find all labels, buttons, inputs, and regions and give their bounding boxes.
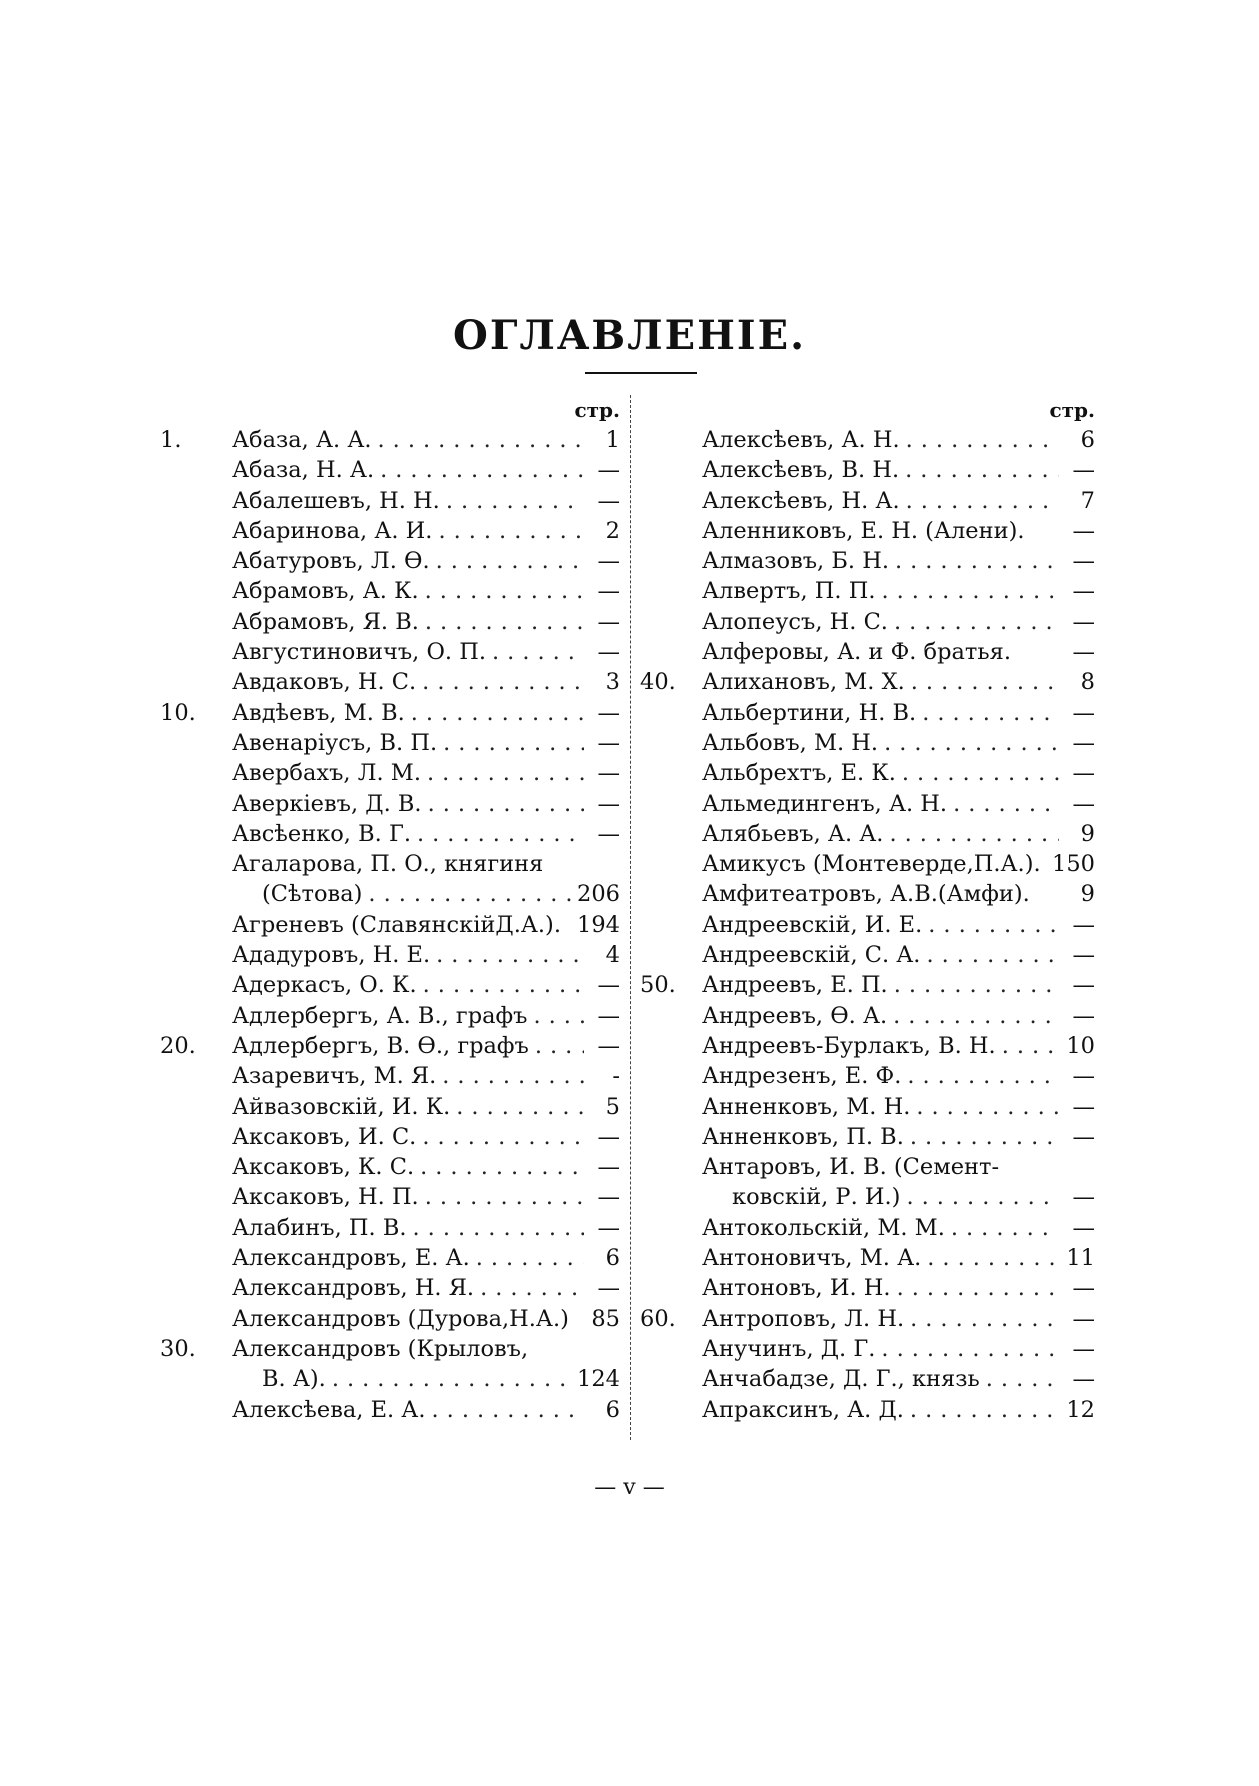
entry-name: Алексѣевъ, Н. А. [702, 487, 900, 514]
entry-name: Андреевъ, Ѳ. А. [702, 1002, 888, 1029]
toc-entry [640, 576, 1095, 606]
entry-leader-dots [881, 1334, 1059, 1364]
entry-leader-dots [425, 576, 584, 606]
entry-leader-dots [916, 1092, 1059, 1122]
entry-name: Анненковъ, П. В. [702, 1123, 904, 1150]
toc-entry [160, 1334, 620, 1364]
entry-name: Авенаріусъ, В. П. [232, 729, 438, 756]
toc-entry [160, 970, 620, 1000]
entry-leader-dots [425, 1182, 584, 1212]
entry-leader-dots [907, 1061, 1059, 1091]
entry-leader-dots [413, 1213, 584, 1243]
entry-page: — [597, 1154, 620, 1181]
toc-entry [640, 698, 1095, 728]
entry-name: Абаза, Н. А. [232, 457, 375, 484]
entry-page: 6 [605, 1245, 620, 1272]
entry-name: Алмазовъ, Б. Н. [702, 548, 889, 575]
toc-entry [160, 607, 620, 637]
entry-page: — [597, 1275, 620, 1302]
toc-right-rows [640, 425, 1095, 1425]
toc-entry [640, 1122, 1095, 1152]
entry-leader-dots [368, 879, 571, 909]
entry-leader-dots [910, 1395, 1059, 1425]
entry-name: Алексѣевъ, В. Н. [702, 457, 900, 484]
toc-entry [640, 1395, 1095, 1425]
entry-name: Андреевъ, Е. П. [702, 972, 888, 999]
toc-left-rows [160, 425, 620, 1425]
entry-page: — [1072, 1063, 1095, 1090]
entry-leader-dots [889, 819, 1059, 849]
toc-entry [640, 1364, 1095, 1394]
entry-page: — [1072, 1093, 1095, 1120]
page-title: ОГЛАВЛЕНІЕ. [453, 312, 806, 359]
entry-leader-dots [427, 758, 584, 788]
entry-name: Авсѣенко, В. Г. [232, 820, 411, 847]
entry-name: Альбовъ, М. Н. [702, 729, 879, 756]
entry-leader-dots [442, 1061, 584, 1091]
entry-number: 1. [160, 427, 182, 453]
entry-page: 12 [1066, 1396, 1095, 1423]
toc-entry [640, 1001, 1095, 1031]
entry-page: 150 [1052, 851, 1095, 878]
entry-name: Алабинъ, П. В. [232, 1214, 407, 1241]
entry-leader-dots [893, 1001, 1059, 1031]
toc-entry [640, 546, 1095, 576]
toc-entry [160, 910, 620, 940]
entry-name: Андреевскій, И. Е. [702, 911, 923, 938]
entry-leader-dots [533, 1001, 584, 1031]
entry-page: 6 [1080, 427, 1095, 453]
entry-page: — [1072, 760, 1095, 787]
toc-entry [160, 728, 620, 758]
entry-name: Алябьевъ, А. А. [702, 820, 884, 847]
entry-leader-dots [378, 425, 584, 455]
entry-leader-dots [423, 970, 584, 1000]
entry-page: — [597, 639, 620, 666]
toc-entry [640, 879, 1095, 909]
toc-entry [160, 1395, 620, 1425]
toc-entry [160, 849, 620, 879]
entry-name: Агреневъ (СлавянскійД.А.). [232, 911, 561, 938]
entry-number: 50. [640, 972, 676, 999]
entry-page: — [1072, 1366, 1095, 1393]
entry-leader-dots [897, 1273, 1059, 1303]
entry-page: — [597, 790, 620, 817]
entry-page: — [597, 1032, 620, 1059]
entry-leader-dots [380, 455, 584, 485]
entry-name: Авдѣевъ, М. В. [232, 699, 405, 726]
entry-number: 60. [640, 1305, 676, 1332]
toc-entry [160, 1213, 620, 1243]
entry-name: Абалешевъ, Н. Н. [232, 487, 440, 514]
entry-name: Андреевъ-Бурлакъ, В. Н. [702, 1032, 996, 1059]
entry-name: Азаревичъ, М. Я. [232, 1063, 437, 1090]
entry-name: Айвазовскій, И. К. [232, 1093, 451, 1120]
entry-page: 11 [1066, 1245, 1095, 1272]
entry-name: Аксаковъ, К. С. [232, 1154, 415, 1181]
entry-leader-dots [910, 1304, 1059, 1334]
page-column-label: стр. [574, 398, 620, 422]
entry-leader-dots [476, 1243, 584, 1273]
entry-page: — [1072, 1214, 1095, 1241]
entry-page: — [597, 1002, 620, 1029]
entry-page: — [597, 608, 620, 635]
entry-name: Александровъ, Н. Я. [232, 1275, 475, 1302]
entry-page: — [1072, 517, 1095, 544]
toc-entry [160, 1364, 620, 1394]
entry-name: Апраксинъ, А. Д. [702, 1396, 904, 1423]
entry-leader-dots [905, 455, 1059, 485]
toc-entry [640, 607, 1095, 637]
entry-name: Алферовы, А. и Ф. братья. [702, 639, 1011, 666]
entry-name: Антаровъ, И. В. (Семент- [702, 1154, 1000, 1181]
entry-leader-dots [480, 1273, 584, 1303]
toc-entry [160, 1243, 620, 1273]
entry-name: Александровъ (Крыловъ, [232, 1335, 529, 1362]
toc-column-left [160, 395, 620, 1425]
toc-entry [640, 849, 1095, 879]
entry-page: — [1072, 1275, 1095, 1302]
entry-name: Антокольскій, М. М. [702, 1214, 945, 1241]
entry-page: — [1072, 942, 1095, 969]
toc-entry [160, 1061, 620, 1091]
page-column-label: стр. [1049, 398, 1095, 422]
entry-leader-dots [910, 1122, 1059, 1152]
entry-name: Адлербергъ, А. В., графъ [232, 1002, 528, 1029]
toc-entry [160, 1001, 620, 1031]
toc-entry [640, 1334, 1095, 1364]
entry-name: Андрезенъ, Е. Ф. [702, 1063, 902, 1090]
entry-leader-dots [446, 486, 584, 516]
entry-leader-dots [911, 667, 1059, 697]
toc-entry [640, 425, 1095, 455]
entry-leader-dots [922, 698, 1059, 728]
entry-leader-dots [428, 789, 584, 819]
entry-page: 194 [577, 911, 620, 938]
entry-page: 9 [1080, 820, 1095, 847]
title-rule [585, 372, 697, 374]
toc-entry [160, 576, 620, 606]
toc-entry [640, 1092, 1095, 1122]
entry-page: — [1072, 578, 1095, 605]
entry-leader-dots [438, 516, 584, 546]
entry-page: 7 [1080, 487, 1095, 514]
toc-entry [640, 637, 1095, 667]
entry-leader-dots [456, 1092, 584, 1122]
entry-page: — [597, 820, 620, 847]
entry-leader-dots [436, 546, 584, 576]
toc-entry [160, 940, 620, 970]
entry-leader-dots [906, 1182, 1059, 1212]
page-folio: — v — [594, 1475, 665, 1500]
entry-leader-dots [894, 970, 1059, 1000]
toc-entry [640, 1182, 1095, 1212]
entry-page: — [1072, 548, 1095, 575]
entry-number: 30. [160, 1335, 196, 1362]
entry-page: — [1072, 1123, 1095, 1150]
entry-leader-dots [895, 546, 1059, 576]
toc-entry [640, 667, 1095, 697]
entry-page: 4 [605, 942, 620, 969]
entry-page: — [597, 729, 620, 756]
entry-leader-dots [986, 1364, 1059, 1394]
toc-entry [640, 728, 1095, 758]
entry-leader-dots [951, 1213, 1059, 1243]
entry-name: Амфитеатровъ, А.В.(Амфи). [702, 881, 1030, 908]
entry-page: — [1072, 699, 1095, 726]
toc-entry [160, 486, 620, 516]
entry-leader-dots [420, 1152, 584, 1182]
entry-name: Альмедингенъ, А. Н. [702, 790, 948, 817]
entry-leader-dots [927, 1243, 1059, 1273]
entry-name: Александровъ (Дурова,Н.А.) [232, 1305, 569, 1332]
toc-entry [160, 1122, 620, 1152]
entry-name: Алихановъ, М. Х. [702, 669, 905, 696]
toc-entry [160, 879, 620, 909]
entry-name: ковскій, Р. И.) [732, 1184, 901, 1211]
entry-number: 10. [160, 699, 196, 726]
entry-page: — [1072, 457, 1095, 484]
entry-page: - [612, 1063, 620, 1090]
entry-name: Аксаковъ, И. С. [232, 1123, 417, 1150]
entry-leader-dots [432, 1395, 584, 1425]
toc-entry [640, 1152, 1095, 1182]
entry-name: Абаза, А. А. [232, 427, 372, 453]
entry-name: Алексѣева, Е. А. [232, 1396, 426, 1423]
toc-entry [160, 1092, 620, 1122]
entry-page: — [597, 972, 620, 999]
entry-name: Александровъ, Е. А. [232, 1245, 470, 1272]
entry-leader-dots [411, 698, 584, 728]
entry-name: Анчабадзе, Д. Г., князь [702, 1366, 980, 1393]
toc-column-right [640, 395, 1095, 1425]
entry-name: Адеркасъ, О. К. [232, 972, 417, 999]
entry-page: — [1072, 911, 1095, 938]
entry-name: Абатуровъ, Л. Ѳ. [232, 548, 430, 575]
entry-leader-dots [906, 425, 1059, 455]
entry-name: Авербахъ, Л. М. [232, 760, 421, 787]
entry-page: — [1072, 790, 1095, 817]
entry-name: Агаларова, П. О., княгиня [232, 851, 544, 878]
entry-page: — [1072, 729, 1095, 756]
entry-name: Абрамовъ, А. К. [232, 578, 419, 605]
entry-page: — [1072, 1335, 1095, 1362]
entry-page: 8 [1080, 669, 1095, 696]
entry-leader-dots [884, 728, 1059, 758]
entry-page: 6 [605, 1396, 620, 1423]
toc-entry [160, 819, 620, 849]
entry-page: — [1072, 1184, 1095, 1211]
entry-page: 2 [605, 517, 620, 544]
entry-page: — [597, 548, 620, 575]
entry-leader-dots [417, 819, 584, 849]
entry-page: 124 [577, 1366, 620, 1393]
entry-leader-dots [928, 910, 1059, 940]
entry-number: 40. [640, 669, 676, 696]
entry-leader-dots [902, 758, 1059, 788]
entry-page: 3 [605, 669, 620, 696]
entry-page: — [597, 1184, 620, 1211]
toc-entry [160, 758, 620, 788]
toc-entry [160, 516, 620, 546]
entry-page: 9 [1080, 881, 1095, 908]
entry-name: Антроповъ, Л. Н. [702, 1305, 905, 1332]
entry-page: — [1072, 639, 1095, 666]
toc-entry [640, 970, 1095, 1000]
entry-name: Аверкіевъ, Д. В. [232, 790, 422, 817]
toc-entry [160, 546, 620, 576]
entry-name: Алопеусъ, Н. С. [702, 608, 888, 635]
entry-page: — [1072, 608, 1095, 635]
entry-leader-dots [422, 1122, 584, 1152]
entry-name: Андреевскій, С. А. [702, 942, 921, 969]
toc-entry [160, 1152, 620, 1182]
toc-entry [640, 1273, 1095, 1303]
entry-name: Алвертъ, П. П. [702, 578, 876, 605]
entry-page: — [597, 1214, 620, 1241]
entry-leader-dots [436, 940, 584, 970]
entry-leader-dots [906, 486, 1059, 516]
toc-entry [640, 1243, 1095, 1273]
toc-entry [160, 1031, 620, 1061]
entry-leader-dots [535, 1031, 584, 1061]
entry-leader-dots [332, 1364, 571, 1394]
entry-page: — [1072, 1002, 1095, 1029]
toc-entry [640, 819, 1095, 849]
toc-entry [640, 1031, 1095, 1061]
toc-entry [640, 789, 1095, 819]
toc-entry [640, 516, 1095, 546]
column-divider [630, 395, 631, 1440]
entry-leader-dots [882, 576, 1060, 606]
toc-entry [160, 455, 620, 485]
toc-entry [640, 1304, 1095, 1334]
toc-entry [160, 1182, 620, 1212]
entry-name: Альбрехтъ, Е. К. [702, 760, 896, 787]
entry-page: — [597, 578, 620, 605]
entry-page: 85 [591, 1305, 620, 1332]
entry-name: Аленниковъ, Е. Н. (Алени). [702, 517, 1025, 544]
entry-page: — [597, 699, 620, 726]
toc-entry [160, 425, 620, 455]
entry-page: — [1072, 1305, 1095, 1332]
entry-leader-dots [894, 607, 1059, 637]
entry-leader-dots [443, 728, 584, 758]
entry-name: Антоновъ, И. Н. [702, 1275, 891, 1302]
entry-page: — [597, 760, 620, 787]
entry-name: Альбертини, Н. В. [702, 699, 917, 726]
toc-entry [640, 758, 1095, 788]
entry-name: Августиновичъ, О. П. [232, 639, 487, 666]
toc-entry [640, 940, 1095, 970]
entry-page: — [597, 1123, 620, 1150]
toc-entry [160, 698, 620, 728]
entry-name: Абаринова, А. И. [232, 517, 433, 544]
toc-entry [160, 1273, 620, 1303]
toc-entry [640, 486, 1095, 516]
entry-leader-dots [425, 607, 584, 637]
entry-leader-dots [953, 789, 1059, 819]
entry-leader-dots [1002, 1031, 1059, 1061]
entry-name: Алексѣевъ, А. Н. [702, 427, 900, 453]
toc-entry [640, 455, 1095, 485]
entry-page: — [597, 487, 620, 514]
entry-page: 5 [605, 1093, 620, 1120]
entry-name: Ададуровъ, Н. Е. [232, 942, 431, 969]
entry-name: Анучинъ, Д. Г. [702, 1335, 876, 1362]
entry-number: 20. [160, 1032, 196, 1059]
entry-page: — [1072, 972, 1095, 999]
entry-page: 1 [605, 427, 620, 453]
entry-page: — [597, 457, 620, 484]
entry-leader-dots [422, 667, 584, 697]
entry-leader-dots [492, 637, 584, 667]
toc-entry [160, 1304, 620, 1334]
entry-name: Антоновичъ, М. А. [702, 1245, 922, 1272]
entry-name: (Сѣтова) [262, 881, 363, 908]
entry-name: Аксаковъ, Н. П. [232, 1184, 419, 1211]
entry-name: Амикусъ (Монтеверде,П.А.). [702, 851, 1041, 878]
entry-page: 206 [577, 881, 620, 908]
toc-entry [160, 637, 620, 667]
entry-name: В. А). [262, 1366, 326, 1393]
toc-entry [160, 667, 620, 697]
entry-name: Авдаковъ, Н. С. [232, 669, 417, 696]
toc-entry [160, 789, 620, 819]
entry-leader-dots [926, 940, 1059, 970]
entry-name: Абрамовъ, Я. В. [232, 608, 419, 635]
toc-entry [640, 1213, 1095, 1243]
entry-name: Адлербергъ, В. Ѳ., графъ [232, 1032, 529, 1059]
entry-name: Анненковъ, М. Н. [702, 1093, 911, 1120]
entry-page: 10 [1066, 1032, 1095, 1059]
toc-entry [640, 1061, 1095, 1091]
toc-entry [640, 910, 1095, 940]
